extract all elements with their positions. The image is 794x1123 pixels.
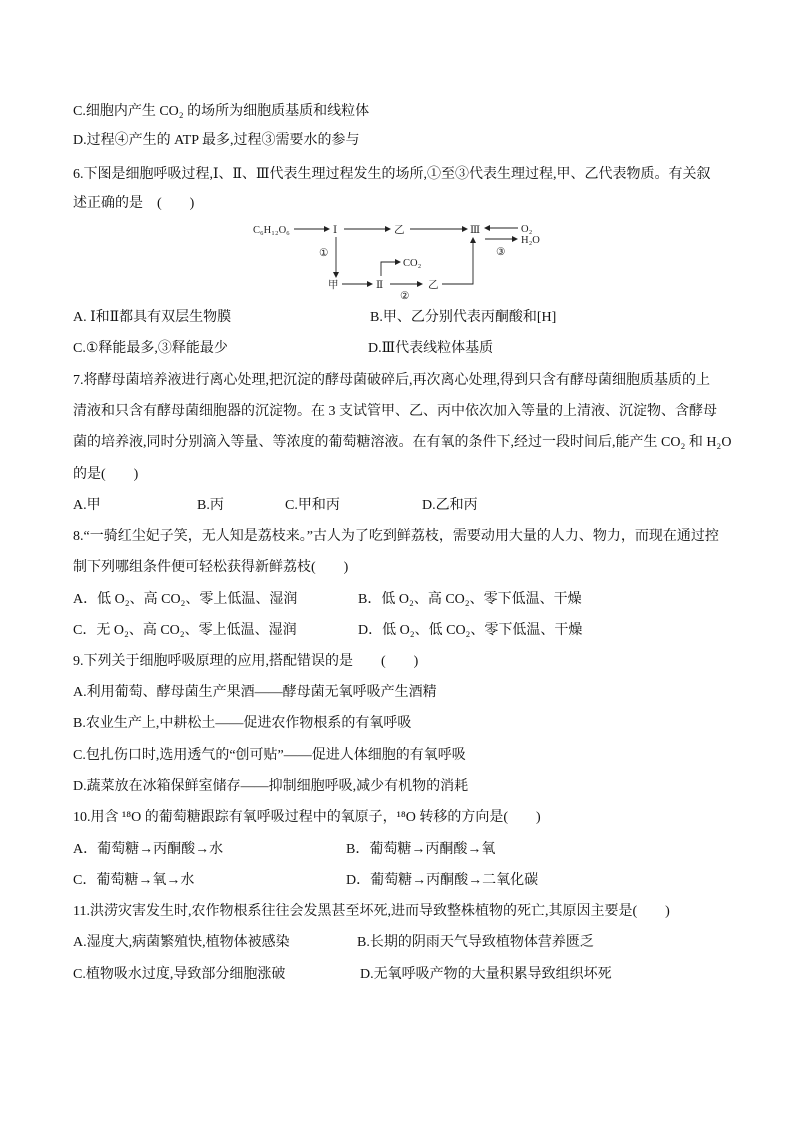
q7-option-c: C.甲和丙 [285, 498, 340, 513]
process-1-label: ① [319, 248, 329, 259]
arrow-yi-to-site-3-up [442, 238, 473, 284]
q8-option-c: C．无 O₂、高 CO₂、零上低温、湿润 [73, 623, 297, 638]
q9-option-d: D.蔬菜放在冰箱保鲜室储存——抑制细胞呼吸,减少有机物的消耗 [73, 779, 469, 794]
substance-yi-bottom-label: 乙 [428, 280, 439, 291]
q7-stem-line-4: 的是( ) [73, 467, 139, 482]
q11-option-d: D.无氧呼吸产物的大量积累导致组织坏死 [360, 967, 612, 982]
q7-stem-line-3: 菌的培养液,同时分别滴入等量、等浓度的葡萄糖溶液。在有氧的条件下,经过一段时间后,能产生 CO₂ 和 H₂O [73, 435, 732, 450]
process-3-label: ③ [496, 247, 506, 258]
site-2-label: Ⅱ [376, 280, 384, 291]
q6-option-b: B.甲、乙分别代表丙酮酸和[H] [370, 310, 557, 325]
q6-stem-line-1: 6.下图是细胞呼吸过程,Ⅰ、Ⅱ、Ⅲ代表生理过程发生的场所,①至③代表生理过程,甲、乙代表物质。有关叙 [73, 167, 711, 182]
q10-option-d: D．葡萄糖→丙酮酸→二氧化碳 [346, 873, 539, 888]
h2o-label: H₂O [521, 235, 540, 246]
q11-option-b: B.长期的阴雨天气导致植物体营养匮乏 [357, 935, 594, 950]
q7-stem-line-1: 7.将酵母菌培养液进行离心处理,把沉淀的酵母菌破碎后,再次离心处理,得到只含有酵母菌细胞质基质的上 [73, 373, 710, 388]
q7-option-d: D.乙和丙 [422, 498, 478, 513]
substance-jia-label: 甲 [328, 280, 339, 291]
q5-option-c: C.细胞内产生 CO₂ 的场所为细胞质基质和线粒体 [73, 104, 370, 119]
q7-stem-line-2: 清液和只含有酵母菌细胞器的沉淀物。在 3 支试管甲、乙、丙中依次加入等量的上清液、沉淀物、含酵母 [73, 404, 717, 419]
q8-stem-line-1: 8.“一骑红尘妃子笑，无人知是荔枝来。”古人为了吃到鲜荔枝，需要动用大量的人力、物力，而现在通过控 [73, 529, 719, 544]
q6-option-c: C.①释能最多,③释能最少 [73, 341, 228, 356]
q11-stem: 11.洪涝灾害发生时,农作物根系往往会发黑甚至坏死,进而导致整株植物的死亡,其原因主要是( ) [73, 904, 670, 919]
q10-option-c: C．葡萄糖→氧→水 [73, 873, 195, 888]
q11-option-a: A.湿度大,病菌繁殖快,植物体被感染 [73, 935, 290, 950]
q10-stem: 10.用含 ¹⁸O 的葡萄糖跟踪有氧呼吸过程中的氧原子，¹⁸O 转移的方向是( ) [73, 810, 541, 825]
q5-option-d: D.过程④产生的 ATP 最多,过程③需要水的参与 [73, 133, 360, 148]
q6-stem-line-2: 述正确的是 ( ) [73, 196, 195, 211]
q8-option-b: B．低 O₂、高 CO₂、零下低温、干燥 [358, 592, 582, 607]
cell-respiration-diagram [240, 215, 560, 307]
q8-option-a: A．低 O₂、高 CO₂、零上低温、湿润 [73, 592, 298, 607]
q10-option-b: B．葡萄糖→丙酮酸→氧 [346, 842, 496, 857]
o2-label: O₂ [521, 224, 533, 235]
q11-option-c: C.植物吸水过度,导致部分细胞涨破 [73, 967, 286, 982]
q9-stem: 9.下列关于细胞呼吸原理的应用,搭配错误的是 ( ) [73, 654, 419, 669]
q6-option-d: D.Ⅲ代表线粒体基质 [368, 341, 494, 356]
q9-option-b: B.农业生产上,中耕松土——促进农作物根系的有氧呼吸 [73, 716, 412, 731]
q7-option-a: A.甲 [73, 498, 101, 513]
q9-option-a: A.利用葡萄、酵母菌生产果酒——酵母菌无氧呼吸产生酒精 [73, 685, 437, 700]
glucose-label: C₆H₁₂O₆ [253, 225, 290, 236]
site-1-label: Ⅰ [333, 225, 338, 236]
co2-label: CO₂ [403, 258, 422, 269]
process-2-label: ② [400, 291, 410, 302]
q8-stem-line-2: 制下列哪组条件便可轻松获得新鲜荔枝( ) [73, 560, 349, 575]
q9-option-c: C.包扎伤口时,选用透气的“创可贴”——促进人体细胞的有氧呼吸 [73, 748, 466, 763]
q7-option-b: B.丙 [197, 498, 224, 513]
q10-option-a: A．葡萄糖→丙酮酸→水 [73, 842, 224, 857]
site-3-label: Ⅲ [470, 225, 481, 236]
substance-yi-top-label: 乙 [394, 225, 405, 236]
q8-option-d: D．低 O₂、低 CO₂、零下低温、干燥 [358, 623, 583, 638]
q6-option-a: A. Ⅰ和Ⅱ都具有双层生物膜 [73, 310, 232, 325]
arrow-site-2-to-co2 [381, 262, 400, 276]
